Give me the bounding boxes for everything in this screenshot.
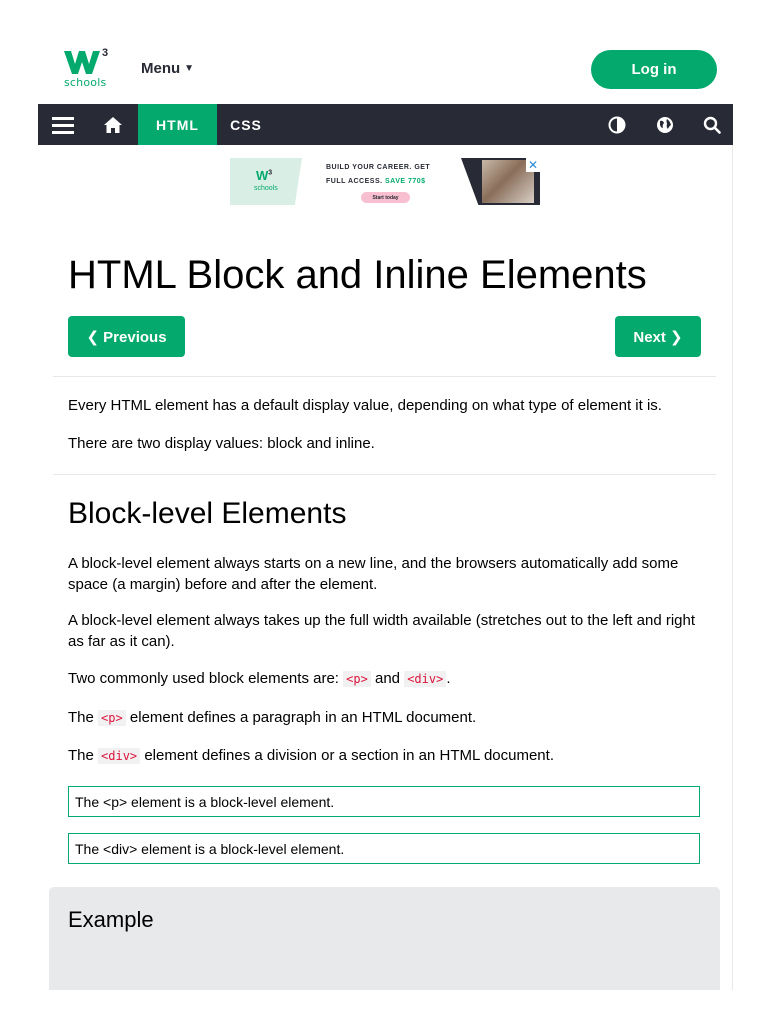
- section-title: Block-level Elements: [68, 497, 347, 530]
- tab-css[interactable]: CSS: [230, 116, 262, 133]
- contrast-button[interactable]: [594, 104, 640, 145]
- paragraph-3-suffix: .: [446, 670, 451, 687]
- hamburger-button[interactable]: [38, 104, 88, 145]
- home-icon: [103, 116, 123, 134]
- menu-label: Menu: [141, 60, 181, 77]
- intro-paragraph-1: Every HTML element has a default display value, depending on what type of element it is.: [68, 397, 662, 414]
- paragraph-5-suffix: element defines a division or a section in an HTML document.: [144, 747, 554, 764]
- page-title: HTML Block and Inline Elements: [68, 253, 647, 297]
- code-div-tag: <div>: [404, 671, 446, 687]
- paragraph-3: [68, 668, 708, 690]
- topic-navbar: [38, 104, 733, 145]
- code-p-tag: <p>: [98, 710, 126, 726]
- paragraph-2: A block-level element always takes up the full width available (stretches out to the left and right as far as it can).: [68, 612, 696, 650]
- paragraph-4-prefix: The: [68, 709, 94, 726]
- paragraph-5: [68, 745, 708, 767]
- paragraph-5-prefix: The: [68, 747, 94, 764]
- ad-headline: BUILD YOUR CAREER. GET: [326, 164, 431, 171]
- paragraph-3-prefix: Two commonly used block elements are:: [68, 670, 339, 687]
- caret-down-icon: ▼: [184, 63, 195, 74]
- paragraph-3-and: and: [374, 670, 401, 687]
- ad-save-text: SAVE 770$: [385, 178, 426, 185]
- example-title: Example: [68, 907, 154, 932]
- logo-text: schools: [64, 76, 107, 89]
- language-button[interactable]: [640, 104, 690, 145]
- next-button[interactable]: Next ❯: [615, 316, 701, 357]
- demo-p-block: The <p> element is a block-level element.: [68, 786, 700, 817]
- search-icon: [703, 116, 721, 134]
- divider: [53, 474, 716, 475]
- ad-subline: [326, 178, 426, 185]
- intro-paragraph-2: There are two display values: block and inline.: [68, 435, 375, 452]
- login-button[interactable]: Log in: [591, 50, 717, 89]
- tab-html[interactable]: HTML: [138, 104, 217, 145]
- ad-logo-text: schools: [254, 185, 278, 192]
- divider: [53, 376, 716, 377]
- ad-close-icon[interactable]: ✕: [527, 158, 539, 172]
- ad-banner[interactable]: [230, 158, 540, 205]
- globe-icon: [656, 116, 674, 134]
- previous-button[interactable]: ❮ Previous: [68, 316, 185, 357]
- hamburger-icon: [52, 116, 74, 134]
- ad-w3-logo-icon: $W^3$: [256, 168, 273, 183]
- search-button[interactable]: [690, 104, 733, 145]
- logo-superscript: 3: [102, 47, 109, 59]
- ad-cta-button[interactable]: Start today: [361, 192, 410, 203]
- menu-button[interactable]: [141, 60, 194, 77]
- code-div-tag: <div>: [98, 748, 140, 764]
- demo-div-block: The <div> element is a block-level element.: [68, 833, 700, 864]
- contrast-icon: [608, 116, 626, 134]
- code-p-tag: <p>: [343, 671, 371, 687]
- home-button[interactable]: [88, 104, 138, 145]
- top-header: [0, 0, 768, 104]
- paragraph-1: A block-level element always starts on a new line, and the browsers automatically add some space (a margin) before and after the element.: [68, 555, 679, 593]
- ad-subline-prefix: FULL ACCESS.: [326, 178, 383, 185]
- example-box: [49, 887, 720, 990]
- paragraph-4-suffix: element defines a paragraph in an HTML document.: [129, 709, 477, 726]
- paragraph-4: [68, 707, 708, 729]
